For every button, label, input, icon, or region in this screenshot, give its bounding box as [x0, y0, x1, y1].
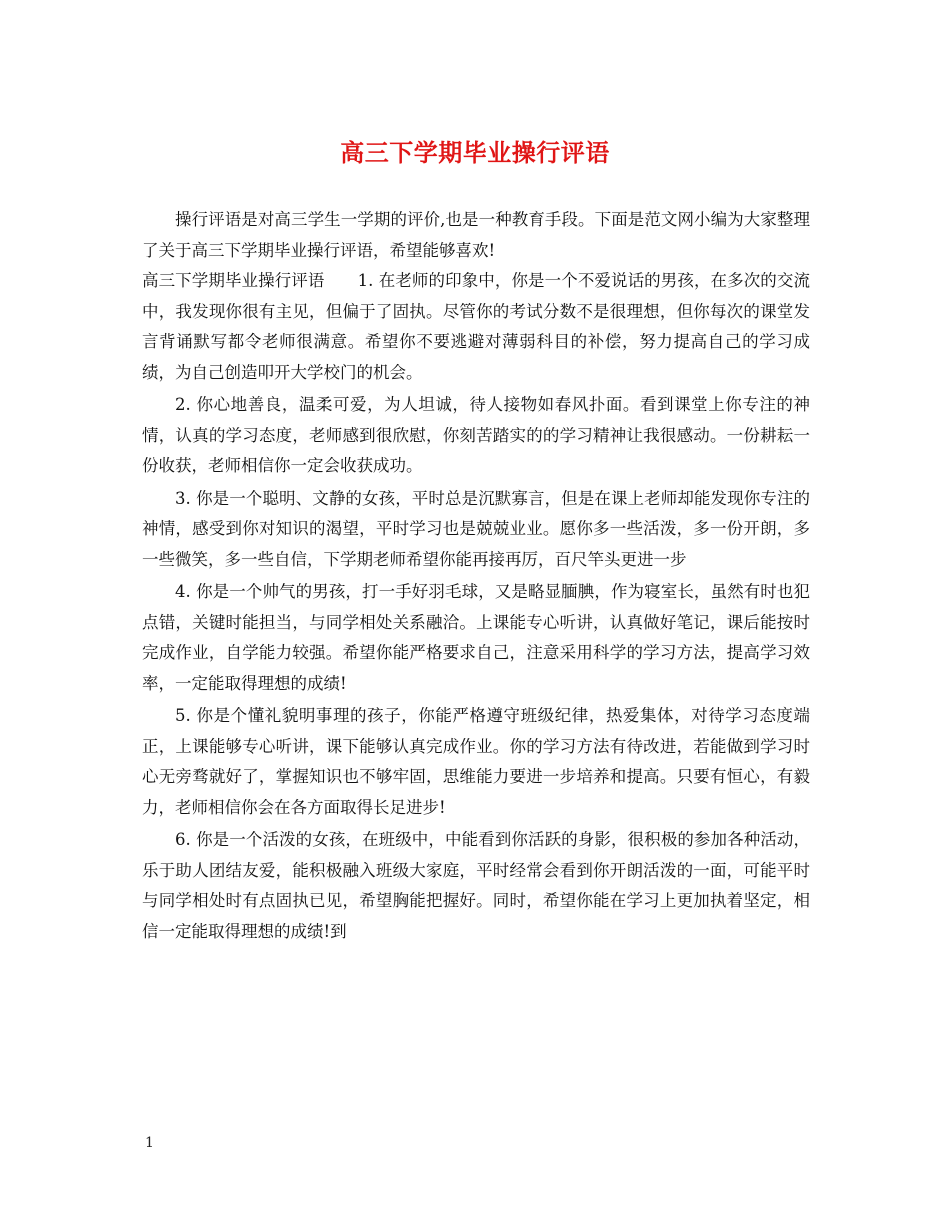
comment-paragraph-3: 3. 你是一个聪明、文静的女孩，平时总是沉默寡言，但是在课上老师却能发现你专注的神情，感受到你对知识的渴望，平时学习也是兢兢业业。愿你多一些活泼，多一份开朗，多一些微笑，多一些自信，下学期老师希望你能再接再厉，百尺竿头更进一步 [142, 488, 810, 569]
comment-paragraph-2: 2. 你心地善良，温柔可爱，为人坦诚，待人接物如春风扑面。看到课堂上你专注的神情，认真的学习态度，老师感到很欣慰，你刻苦踏实的的学习精神让我很感动。一份耕耘一份收获，老师相信你一定会收获成功。 [142, 395, 810, 475]
intro-paragraph: 操行评语是对高三学生一学期的评价,也是一种教育手段。下面是范文网小编为大家整理了关于高三下学期毕业操行评语，希望能够喜欢! [142, 210, 810, 260]
comment-paragraph-5: 5. 你是个懂礼貌明事理的孩子，你能严格遵守班级纪律，热爱集体，对待学习态度端正，上课能够专心听讲，课下能够认真完成作业。你的学习方法有待改进，若能做到学习时心无旁骛就好了，掌握知识也不够牢固，思维能力要进一步培养和提高。只要有恒心，有毅力，老师相信你会在各方面取得长足进步! [142, 706, 810, 817]
comment-paragraph-6: 6. 你是一个活泼的女孩，在班级中，中能看到你活跃的身影，很积极的参加各种活动，乐于助人团结友爱，能积极融入班级大家庭，平时经常会看到你开朗活泼的一面，可能平时与同学相处时有点固执已见，希望胸能把握好。同时，希望你能在学习上更加执着坚定，相信一定能取得理想的成绩!到 [142, 830, 810, 941]
page-number: 1 [145, 1135, 154, 1151]
comment-paragraph-1: 高三下学期毕业操行评语 1. 在老师的印象中，你是一个不爱说话的男孩，在多次的交流中，我发现你很有主见，但偏于了固执。尽管你的考试分数不是很理想，但你每次的课堂发言背诵默写都令老师很满意。希望你不要逃避对薄弱科目的补偿，努力提高自己的学习成绩，为自己创造叩开大学校门的机会。 [142, 271, 810, 382]
document-body [142, 205, 810, 947]
comment-paragraph-4: 4. 你是一个帅气的男孩，打一手好羽毛球，又是略显腼腆，作为寝室长，虽然有时也犯点错，关键时能担当，与同学相处关系融洽。上课能专心听讲，认真做好笔记，课后能按时完成作业，自学能力较强。希望你能严格要求自己，注意采用科学的学习方法，提高学习效率，一定能取得理想的成绩! [142, 582, 810, 693]
document-title: 高三下学期毕业操行评语 [340, 138, 610, 167]
